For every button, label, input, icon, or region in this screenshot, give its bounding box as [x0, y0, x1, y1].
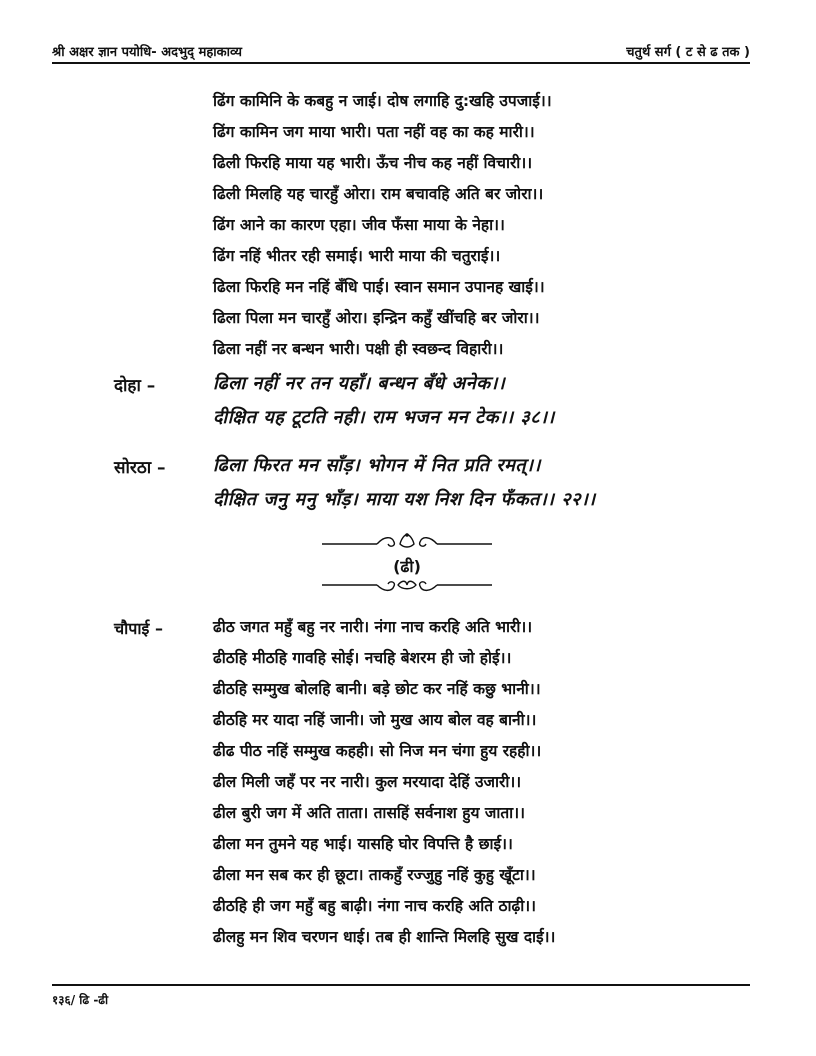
doha-line: दीक्षित यह टूटति नही। राम भजन मन टेक।। ३८।।	[213, 407, 555, 428]
verse-line: ढीलहु मन शिव चरणन धाई। तब ही शान्ति मिलहि सुख दाई।।	[213, 928, 556, 946]
section-title: (ढी)	[393, 557, 421, 576]
verse-line: ढीढ पीठ नहिं सम्मुख कहही। सो निज मन चंगा हुय रहही।।	[213, 742, 542, 760]
verse-line: ढिला फिरहि मन नहिं बँधि पाई। स्वान समान उपानह खाई।।	[213, 278, 545, 296]
verse-line: ढिली फिरहि माया यह भारी। ऊँच नीच कह नहीं विचारी।।	[213, 154, 533, 172]
verse-line: ढिली मिलहि यह चारहुँ ओरा। राम बचावहि अति बर जोरा।।	[213, 185, 544, 203]
verse-line: ढिला पिला मन चारहुँ ओरा। इन्द्रिन कहुँ खींचहि बर जोरा।।	[213, 309, 540, 327]
book-title: श्री अक्षर ज्ञान पयोधि- अदभुद् महाकाव्य	[52, 45, 242, 60]
header-divider	[52, 62, 750, 64]
sortha-block	[213, 449, 733, 517]
verse-line: ढीठहि सम्मुख बोलहि बानी। बड़े छोट कर नहिं कछु भानी।।	[213, 680, 541, 698]
page-number: १३६/ ढि -ढी	[52, 993, 109, 1007]
verse-line: ढीठ जगत महुँ बहु नर नारी। नंगा नाच करहि अति भारी।।	[213, 618, 533, 636]
page-header	[52, 38, 750, 60]
verse-line: ढिला नहीं नर बन्धन भारी। पक्षी ही स्वछन्द विहारी।।	[213, 340, 504, 358]
doha-block	[213, 367, 733, 435]
verse-line: ढीला मन सब कर ही छूटा। ताकहुँ रज्जुहु नहिं कुहु खूँटा।।	[213, 866, 536, 884]
verse-line: ढिंग कामिनि के कबहु न जाई। दोष लगाहि दु:खहि उपजाई।।	[213, 92, 552, 110]
chaupai-top-block	[213, 86, 773, 365]
verse-line: ढीठहि ही जग महुँ बहु बाढ़ी। नंगा नाच करहि अति ठाढ़ी।।	[213, 897, 536, 915]
verse-line: ढील बुरी जग में अति ताता। तासहिं सर्वनाश हुय जाता।।	[213, 804, 525, 822]
verse-line: ढिंग नहिं भीतर रही समाई। भारी माया की चतुराई।।	[213, 247, 501, 265]
sortha-line: दीक्षित जनु मनु भाँड़। माया यश निश दिन फँकत।। २२।।	[213, 489, 596, 510]
verse-line: ढील मिली जहँ पर नर नारी। कुल मरयादा देहिं उजारी।।	[213, 773, 522, 791]
ornament-top-icon	[322, 532, 492, 552]
ornament-bottom-icon	[322, 576, 492, 596]
doha-line: ढिला नहीं नर तन यहाँ। बन्धन बँधे अनेक।।	[213, 373, 506, 394]
verse-line: ढिंग आने का कारण एहा। जीव फँसा माया के नेहा।।	[213, 216, 505, 234]
chaupai-bottom-block	[213, 612, 773, 953]
chaupai-label: चौपाई –	[114, 619, 163, 638]
footer-divider	[52, 984, 750, 986]
verse-line: ढीठहि मीठहि गावहि सोई। नचहि बेशरम ही जो होई।।	[213, 649, 512, 667]
chapter-title: चतुर्थ सर्ग ( ट से ढ तक )	[626, 45, 750, 60]
sortha-label: सोरठा –	[114, 458, 166, 478]
doha-label: दोहा –	[114, 376, 156, 396]
verse-line: ढिंग कामिन जग माया भारी। पता नहीं वह का कह मारी।।	[213, 123, 535, 141]
verse-line: ढीला मन तुमने यह भाई। यासहि घोर विपत्ति है छाई।।	[213, 835, 513, 853]
sortha-line: ढिला फिरत मन साँड़। भोगन में नित प्रति रमत्।।	[213, 455, 541, 476]
verse-line: ढीठहि मर यादा नहिं जानी। जो मुख आय बोल वह बानी।।	[213, 711, 537, 729]
